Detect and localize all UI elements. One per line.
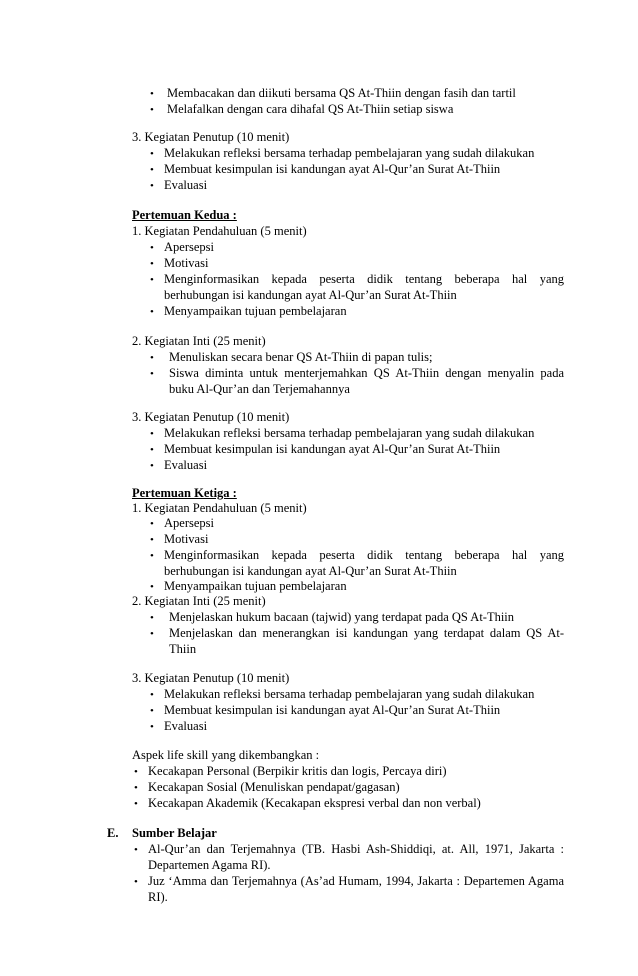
section-heading: 1. Kegiatan Pendahuluan (5 menit) <box>132 224 307 238</box>
list-item: Melakukan refleksi bersama terhadap pembelajaran yang sudah dilakukan <box>164 146 535 160</box>
list-item: Menyampaikan tujuan pembelajaran <box>164 579 347 593</box>
bullet-icon: • <box>134 876 138 888</box>
bullet-icon: • <box>150 88 154 100</box>
bullet-icon: • <box>150 352 154 364</box>
section-title: Pertemuan Kedua : <box>132 208 237 222</box>
bullet-icon: • <box>150 689 154 701</box>
section-heading: 3. Kegiatan Penutup (10 menit) <box>132 410 290 424</box>
list-item: Melafalkan dengan cara dihafal QS At-Thiin setiap siswa <box>167 102 454 116</box>
list-item: Kecakapan Personal (Berpikir kritis dan logis, Percaya diri) <box>148 764 447 778</box>
section-heading: 3. Kegiatan Penutup (10 menit) <box>132 130 290 144</box>
list-item: Kecakapan Akademik (Kecakapan ekspresi verbal dan non verbal) <box>148 796 481 810</box>
section-heading: 1. Kegiatan Pendahuluan (5 menit) <box>132 501 307 515</box>
list-item-continuation: buku Al-Qur’an dan Terjemahannya <box>169 382 350 396</box>
list-item: Membacakan dan diikuti bersama QS At-Thiin dengan fasih dan tartil <box>167 86 516 100</box>
section-letter: E. <box>107 826 119 840</box>
list-item: Membuat kesimpulan isi kandungan ayat Al-Qur’an Surat At-Thiin <box>164 703 501 717</box>
bullet-icon: • <box>150 242 154 254</box>
section-heading: 3. Kegiatan Penutup (10 menit) <box>132 671 290 685</box>
bullet-icon: • <box>150 460 154 472</box>
list-item: Motivasi <box>164 256 209 270</box>
list-item-continuation: berhubungan isi kandungan ayat Al-Qur’an Surat At-Thiin <box>164 564 457 578</box>
list-item-continuation: Thiin <box>169 642 197 656</box>
list-item: Apersepsi <box>164 516 214 530</box>
section-heading: 2. Kegiatan Inti (25 menit) <box>132 594 266 608</box>
list-item: Al-Qur’an dan Terjemahnya (TB. Hasbi Ash-Shiddiqi, at. All, 1971, Jakarta : <box>148 842 564 856</box>
list-item: Apersepsi <box>164 240 214 254</box>
list-item: Melakukan refleksi bersama terhadap pembelajaran yang sudah dilakukan <box>164 687 535 701</box>
list-item: Kecakapan Sosial (Menuliskan pendapat/gagasan) <box>148 780 400 794</box>
bullet-icon: • <box>150 518 154 530</box>
section-heading: Aspek life skill yang dikembangkan : <box>132 748 320 762</box>
list-item: Melakukan refleksi bersama terhadap pembelajaran yang sudah dilakukan <box>164 426 535 440</box>
bullet-icon: • <box>150 164 154 176</box>
bullet-icon: • <box>134 844 138 856</box>
section-title: Pertemuan Ketiga : <box>132 486 237 500</box>
list-item: Membuat kesimpulan isi kandungan ayat Al-Qur’an Surat At-Thiin <box>164 442 501 456</box>
list-item: Evaluasi <box>164 178 208 192</box>
bullet-icon: • <box>150 628 154 640</box>
list-item: Menginformasikan kepada peserta didik tentang beberapa hal yang <box>164 272 564 286</box>
list-item: Motivasi <box>164 532 209 546</box>
bullet-icon: • <box>150 581 154 593</box>
list-item: Evaluasi <box>164 458 208 472</box>
bullet-icon: • <box>150 444 154 456</box>
bullet-icon: • <box>150 705 154 717</box>
list-item-continuation: RI). <box>148 890 168 904</box>
bullet-icon: • <box>150 274 154 286</box>
section-heading: 2. Kegiatan Inti (25 menit) <box>132 334 266 348</box>
bullet-icon: • <box>150 721 154 733</box>
list-item: Menuliskan secara benar QS At-Thiin di papan tulis; <box>169 350 433 364</box>
list-item: Juz ‘Amma dan Terjemahnya (As’ad Humam, 1994, Jakarta : Departemen Agama <box>148 874 564 888</box>
list-item: Evaluasi <box>164 719 208 733</box>
bullet-icon: • <box>150 104 154 116</box>
bullet-icon: • <box>150 550 154 562</box>
list-item: Menyampaikan tujuan pembelajaran <box>164 304 347 318</box>
list-item-continuation: berhubungan isi kandungan ayat Al-Qur’an Surat At-Thiin <box>164 288 457 302</box>
bullet-icon: • <box>150 428 154 440</box>
bullet-icon: • <box>150 258 154 270</box>
bullet-icon: • <box>150 180 154 192</box>
list-item-continuation: Departemen Agama RI). <box>148 858 271 872</box>
list-item: Menjelaskan dan menerangkan isi kandungan yang terdapat dalam QS At- <box>169 626 564 640</box>
bullet-icon: • <box>150 612 154 624</box>
list-item: Membuat kesimpulan isi kandungan ayat Al-Qur’an Surat At-Thiin <box>164 162 501 176</box>
bullet-icon: • <box>150 368 154 380</box>
bullet-icon: • <box>150 306 154 318</box>
bullet-icon: • <box>134 782 138 794</box>
list-item: Menjelaskan hukum bacaan (tajwid) yang terdapat pada QS At-Thiin <box>169 610 515 624</box>
bullet-icon: • <box>134 798 138 810</box>
bullet-icon: • <box>150 534 154 546</box>
list-item: Menginformasikan kepada peserta didik tentang beberapa hal yang <box>164 548 564 562</box>
section-title: Sumber Belajar <box>132 826 217 840</box>
bullet-icon: • <box>150 148 154 160</box>
list-item: Siswa diminta untuk menterjemahkan QS At-Thiin dengan menyalin pada <box>169 366 564 380</box>
bullet-icon: • <box>134 766 138 778</box>
